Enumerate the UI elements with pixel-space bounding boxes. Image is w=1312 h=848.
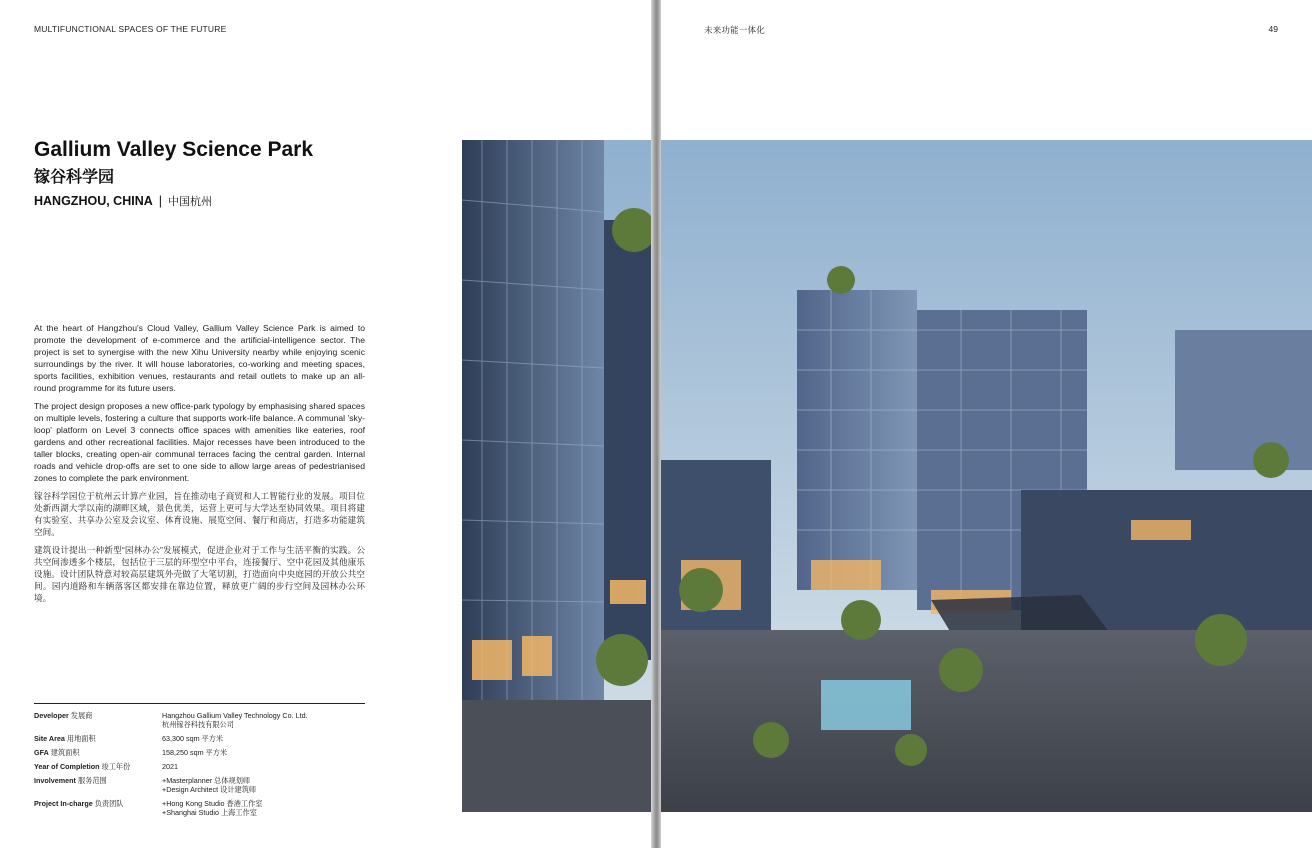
architectural-render-image-right [661, 140, 1312, 812]
spec-value: +Hong Kong Studio 香港工作室 +Shanghai Studio 上海工作室 [162, 799, 263, 817]
spec-value: +Masterplanner 总体规划师 +Design Architect 设计建筑师 [162, 776, 257, 794]
spec-label-en: GFA [34, 748, 49, 757]
location-cn: 中国杭州 [168, 196, 212, 208]
spec-row-developer [34, 711, 365, 729]
spec-value: 2021 [162, 762, 178, 771]
project-title-en: Gallium Valley Science Park [34, 138, 313, 161]
running-title-left: MULTIFUNCTIONAL SPACES OF THE FUTURE [34, 24, 227, 34]
paragraph-en-1: At the heart of Hangzhou's Cloud Valley, Gallium Valley Science Park is aimed to promote the development of e-commerce and the artificial-intelligence sector. The project is set to synergise with the new Xihu University nearby while enjoying scenic surroundings by the river. It will house laboratories, co-working and meeting spaces, sports facilities, exhibition venues, restaurants and retail outlets to make up an all-round programme for its future users. [34, 323, 365, 393]
spec-label-cn: 发展商 [70, 711, 93, 720]
spec-row-involvement [34, 776, 365, 794]
paragraph-cn-2: 建筑设计提出一种新型“园林办公”发展模式，促进企业对于工作与生活平衡的实践。公共空间渗透多个楼层，包括位于三层的环型空中平台，连接餐厅、空中花园及其他康乐设施。设计团队特意对较高层建筑外壳做了大笔切割，打造面向中央庭园的开放公共空间。园内道路和车辆落客区都安排在靠边位置，释放更广阔的步行空间及园林办公环境。 [34, 545, 365, 603]
spec-row-site-area [34, 734, 365, 743]
location-en: HANGZHOU, CHINA [34, 194, 153, 208]
book-gutter [651, 0, 661, 848]
spec-label-en: Project In-charge [34, 799, 93, 808]
running-title-right: 未来功能一体化 [704, 25, 765, 35]
spec-row-gfa [34, 748, 365, 757]
spec-label-en: Year of Completion [34, 762, 100, 771]
spec-label-en: Site Area [34, 734, 65, 743]
spec-label-cn: 竣工年份 [101, 762, 131, 771]
project-title-cn: 镓谷科学园 [34, 169, 115, 186]
location-separator: | [158, 194, 162, 208]
spec-label-cn: 建筑面积 [50, 748, 80, 757]
spec-label-en: Involvement [34, 776, 76, 785]
spec-label-cn: 服务范围 [77, 776, 107, 785]
spec-label-cn: 负责团队 [94, 799, 124, 808]
spec-value: 63,300 sqm 平方米 [162, 734, 224, 743]
paragraph-cn-1: 镓谷科学园位于杭州云计算产业园，旨在推动电子商贸和人工智能行业的发展。项目位处新西湖大学以南的湖畔区域，景色优美，运营上更可与大学达至协同效果。项目将建有实验室、共享办公室及会议室、体育设施、展览空间、餐厅和商店，打造多功能建筑空间。 [34, 491, 365, 537]
spec-row-project-in-charge [34, 799, 365, 817]
project-description [34, 322, 365, 610]
spec-value: 158,250 sqm 平方米 [162, 748, 228, 757]
spec-row-year [34, 762, 365, 771]
paragraph-en-2: The project design proposes a new office-park typology by emphasising shared spaces on multiple levels, fostering a culture that supports work-life balance. A communal 'sky-loop' platform on Level 3 connects office spaces with amenities like eateries, roof gardens and other recreational facilities. Major recesses have been introduced to the taller blocks, creating open-air communal terraces facing the central garden. Internal roads and vehicle drop-offs are set to one side to allow large areas of pedestrianised zones to complete the park environment. [34, 401, 365, 483]
project-location [34, 193, 212, 209]
spec-label-en: Developer [34, 711, 69, 720]
architectural-render-image [462, 140, 652, 812]
spec-label-cn: 用地面积 [66, 734, 96, 743]
project-specs-table [34, 703, 365, 822]
spec-value: Hangzhou Gallium Valley Technology Co. Ltd. 杭州镓谷科技有限公司 [162, 711, 308, 729]
page-number: 49 [1268, 24, 1278, 34]
